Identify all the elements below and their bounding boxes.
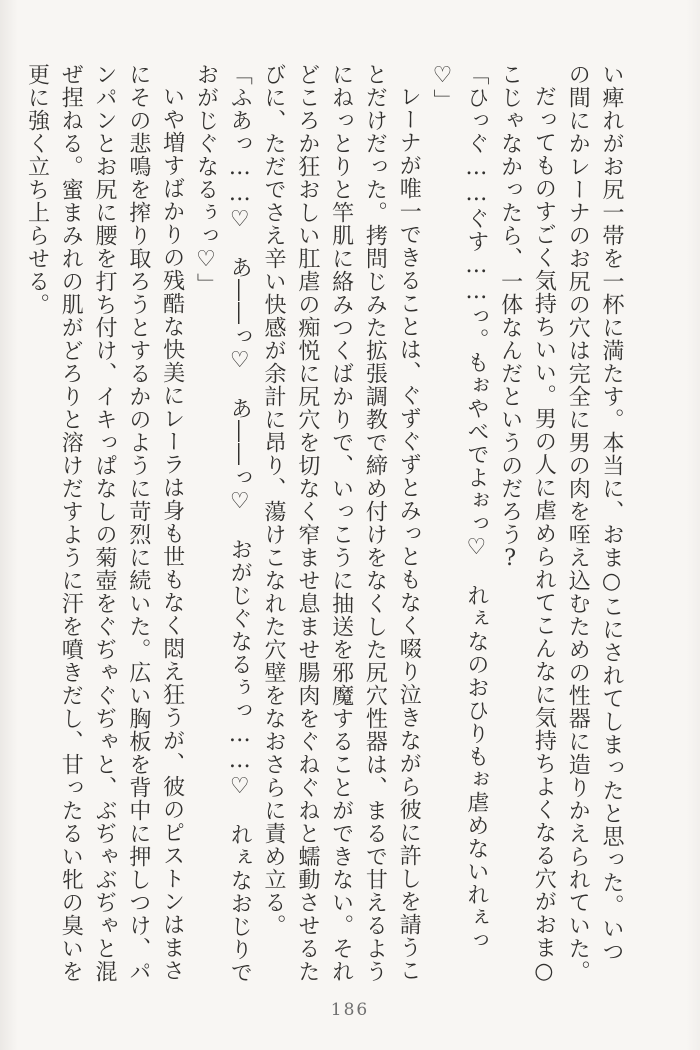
long-dash: ―― — [227, 420, 253, 466]
paragraph: いや増すばかりの残酷な快美にレーラは身も世もなく悶え狂うが、彼のピストンはまさにその悲鳴を搾り取ろうとするかのように苛烈に続いた。広い胸板を背中に押しつけ、パンパンとお尻に腰を打ち付け、イキっぱなしの菊壺をぐぢゃぐぢゃと、ぶぢゃぶぢゃと混ぜ捏ねる。蜜まみれの肌がどろりと溶けだすように汗を噴きだし、甘ったるい牝の臭いを更に強く立ち上らせる。 — [24, 63, 185, 983]
paragraph: 「ふあっ……♡ あ――っ♡ あ――っ♡ おがじぐなるぅっ……♡ れぇなおじりでおがじぐなるぅっ♡」 — [193, 63, 253, 984]
paragraph: レーナが唯一できることは、ぐずぐずとみっともなく啜り泣きながら彼に許しを請うことだけだった。拷問じみた拡張調教で締め付けをなくした尻穴性器は、まるで甘えるようにねっとりと竿肌に絡みつくばかりで、いっこうに抽送を邪魔することができない。それどころか狂おしい肛虐の痴悦に尻穴を切なく窄ませ息ませ腸肉をぐねぐねと蠕動させるたびに、ただでさえ辛い快感が余計に昂り、蕩けこなれた穴壁をなおさらに責め立る。 — [261, 63, 422, 983]
paragraph: い痺れがお尻一帯を一杯に満たす。本当に、おま○こにされてしまったと思った。いつの間にかレーナのお尻の穴は完全に男の肉を咥え込むための性器に造りかえられていた。 — [565, 63, 624, 983]
long-dash: ―― — [227, 279, 253, 325]
paragraph: 「ひっぐ……ぐす……っ。もぉやべでよぉっ♡ れぇなのおひりもぉ虐めないれぇっ♡」 — [430, 63, 489, 952]
page-number: 186 — [330, 1000, 370, 1020]
paragraph: だってものすごく気持ちいい。男の人に虐められてこんなに気持ちよくなる穴がおま○こじゃなかったら、一体なんだというのだろう? — [497, 63, 557, 985]
page-text — [20, 63, 628, 985]
